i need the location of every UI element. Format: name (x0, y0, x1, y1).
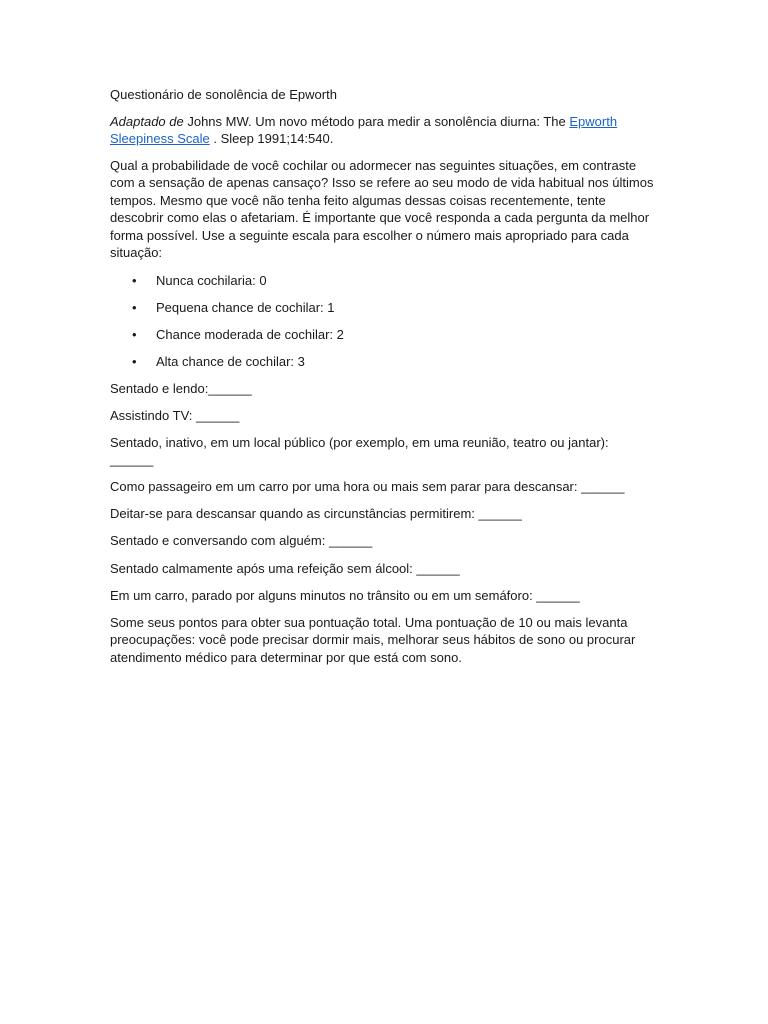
question-item: Deitar-se para descansar quando as circunstâncias permitirem: ______ (110, 506, 522, 522)
epworth-scale-link[interactable]: Epworth Sleepiness Scale (110, 113, 618, 146)
scale-item-label: Nunca cochilaria: 0 (156, 272, 267, 288)
scale-item (110, 353, 655, 371)
citation-italic-prefix: Adaptado de (110, 113, 184, 129)
citation (110, 113, 655, 148)
document-title: Questionário de sonolência de Epworth (110, 87, 337, 102)
question-item: Sentado calmamente após uma refeição sem álcool: ______ (110, 560, 460, 576)
bullet-icon: • (132, 299, 137, 315)
document-page (110, 86, 655, 676)
question-item: Sentado e conversando com alguém: ______ (110, 533, 373, 549)
question-item: Em um carro, parado por alguns minutos no trânsito ou em um semáforo: ______ (110, 587, 580, 603)
scale-item (110, 326, 655, 344)
question-item: Sentado, inativo, em um local público (por exemplo, em uma reunião, teatro ou jantar): ______ (110, 434, 609, 468)
conclusion-paragraph: Some seus pontos para obter sua pontuação total. Uma pontuação de 10 ou mais levanta preocupações: você pode precisar dormir mais, melhorar seus hábitos de sono ou procurar atendimento médico para determinar por que está com sono. (110, 614, 636, 665)
scale-item (110, 299, 655, 317)
scale-list (110, 272, 655, 371)
scale-item-label: Pequena chance de cochilar: 1 (156, 299, 335, 315)
citation-text-after-link: . Sleep 1991;14:540. (209, 131, 334, 146)
citation-text-before-link: Johns MW. Um novo método para medir a sonolência diurna: The (183, 113, 570, 129)
scale-item-label: Alta chance de cochilar: 3 (156, 353, 305, 369)
scale-item (110, 272, 655, 290)
bullet-icon: • (132, 326, 137, 342)
question-item: Como passageiro em um carro por uma hora ou mais sem parar para descansar: ______ (110, 479, 625, 495)
bullet-icon: • (132, 272, 137, 288)
scale-item-label: Chance moderada de cochilar: 2 (156, 326, 344, 342)
bullet-icon: • (132, 353, 137, 369)
question-item: Assistindo TV: ______ (110, 407, 240, 423)
intro-paragraph: Qual a probabilidade de você cochilar ou adormecer nas seguintes situações, em contraste com a sensação de apenas cansaço? Isso se refere ao seu modo de vida habitual nos últimos tempos. Mesmo que você não tenha feito algumas dessas coisas recentemente, tente descobrir como elas o afetariam. É importante que você responda a cada pergunta da melhor forma possível. Use a seguinte escala para escolher o número mais apropriado para cada situação: (110, 157, 654, 260)
question-item: Sentado e lendo:______ (110, 380, 252, 396)
